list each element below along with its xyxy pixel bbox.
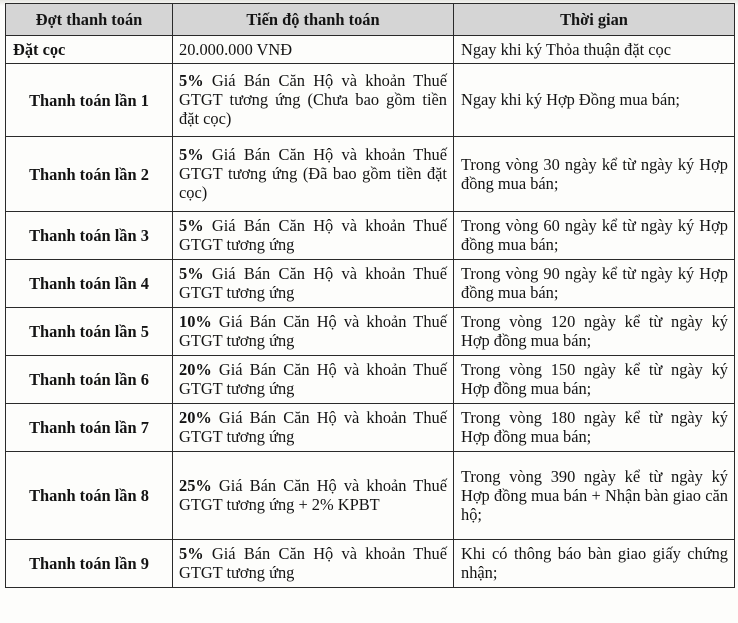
stage-cell: Thanh toán lần 2: [6, 137, 173, 212]
table-row: [6, 356, 735, 404]
time-cell: Trong vòng 90 ngày kể từ ngày ký Hợp đồng mua bán;: [454, 260, 735, 308]
progress-cell: [173, 308, 454, 356]
stage-cell: Đặt cọc: [6, 36, 173, 64]
time-cell: Trong vòng 390 ngày kể từ ngày ký Hợp đồng mua bán + Nhận bàn giao căn hộ;: [454, 452, 735, 540]
progress-percent: 10%: [179, 312, 212, 331]
time-cell: Trong vòng 120 ngày kể từ ngày ký Hợp đồng mua bán;: [454, 308, 735, 356]
progress-percent: 5%: [179, 145, 204, 164]
progress-text: Giá Bán Căn Hộ và khoản Thuế GTGT tương ứng: [179, 216, 447, 254]
progress-cell: [173, 356, 454, 404]
stage-cell: Thanh toán lần 7: [6, 404, 173, 452]
table-row: [6, 36, 735, 64]
table-row: [6, 452, 735, 540]
progress-text: Giá Bán Căn Hộ và khoản Thuế GTGT tương ứng: [179, 360, 447, 398]
payment-schedule-table: [5, 3, 735, 588]
progress-text: 20.000.000 VNĐ: [179, 39, 293, 59]
stage-cell: Thanh toán lần 1: [6, 64, 173, 137]
progress-percent: 5%: [179, 71, 204, 90]
progress-percent: 5%: [179, 264, 204, 283]
time-cell: Ngay khi ký Thỏa thuận đặt cọc: [454, 36, 735, 64]
progress-cell: [173, 212, 454, 260]
stage-cell: Thanh toán lần 9: [6, 540, 173, 588]
progress-percent: 5%: [179, 216, 204, 235]
table-row: [6, 404, 735, 452]
table-row: [6, 212, 735, 260]
progress-text: Giá Bán Căn Hộ và khoản Thuế GTGT tương ứng (Chưa bao gồm tiền đặt cọc): [179, 71, 447, 128]
time-cell: Khi có thông báo bàn giao giấy chứng nhận;: [454, 540, 735, 588]
table-header-row: [6, 4, 735, 36]
progress-text: Giá Bán Căn Hộ và khoản Thuế GTGT tương ứng: [179, 264, 447, 302]
progress-cell: [173, 452, 454, 540]
header-progress: Tiến độ thanh toán: [173, 4, 454, 36]
progress-percent: 20%: [179, 360, 212, 379]
header-time: Thời gian: [454, 4, 735, 36]
table-row: [6, 64, 735, 137]
stage-cell: Thanh toán lần 5: [6, 308, 173, 356]
progress-cell: [173, 260, 454, 308]
progress-cell: [173, 404, 454, 452]
stage-cell: Thanh toán lần 6: [6, 356, 173, 404]
table-row: [6, 137, 735, 212]
progress-percent: 5%: [179, 544, 204, 563]
stage-cell: Thanh toán lần 8: [6, 452, 173, 540]
progress-text: Giá Bán Căn Hộ và khoản Thuế GTGT tương ứng: [179, 544, 447, 582]
time-cell: Trong vòng 60 ngày kể từ ngày ký Hợp đồng mua bán;: [454, 212, 735, 260]
time-cell: Ngay khi ký Hợp Đồng mua bán;: [454, 64, 735, 137]
time-cell: Trong vòng 150 ngày kể từ ngày ký Hợp đồng mua bán;: [454, 356, 735, 404]
progress-cell: [173, 64, 454, 137]
table-row: [6, 260, 735, 308]
header-stage: Đợt thanh toán: [6, 4, 173, 36]
progress-text: Giá Bán Căn Hộ và khoản Thuế GTGT tương ứng: [179, 312, 447, 350]
stage-cell: Thanh toán lần 4: [6, 260, 173, 308]
progress-cell: [173, 137, 454, 212]
time-cell: Trong vòng 180 ngày kể từ ngày ký Hợp đồng mua bán;: [454, 404, 735, 452]
table-row: [6, 540, 735, 588]
progress-text: Giá Bán Căn Hộ và khoản Thuế GTGT tương ứng (Đã bao gồm tiền đặt cọc): [179, 145, 447, 202]
progress-percent: 25%: [179, 476, 212, 495]
table-row: [6, 308, 735, 356]
progress-text: Giá Bán Căn Hộ và khoản Thuế GTGT tương ứng: [179, 408, 447, 446]
progress-percent: 20%: [179, 408, 212, 427]
progress-text: Giá Bán Căn Hộ và khoản Thuế GTGT tương ứng + 2% KPBT: [179, 476, 447, 514]
stage-cell: Thanh toán lần 3: [6, 212, 173, 260]
progress-cell: [173, 540, 454, 588]
time-cell: Trong vòng 30 ngày kể từ ngày ký Hợp đồng mua bán;: [454, 137, 735, 212]
progress-cell: [173, 36, 454, 64]
